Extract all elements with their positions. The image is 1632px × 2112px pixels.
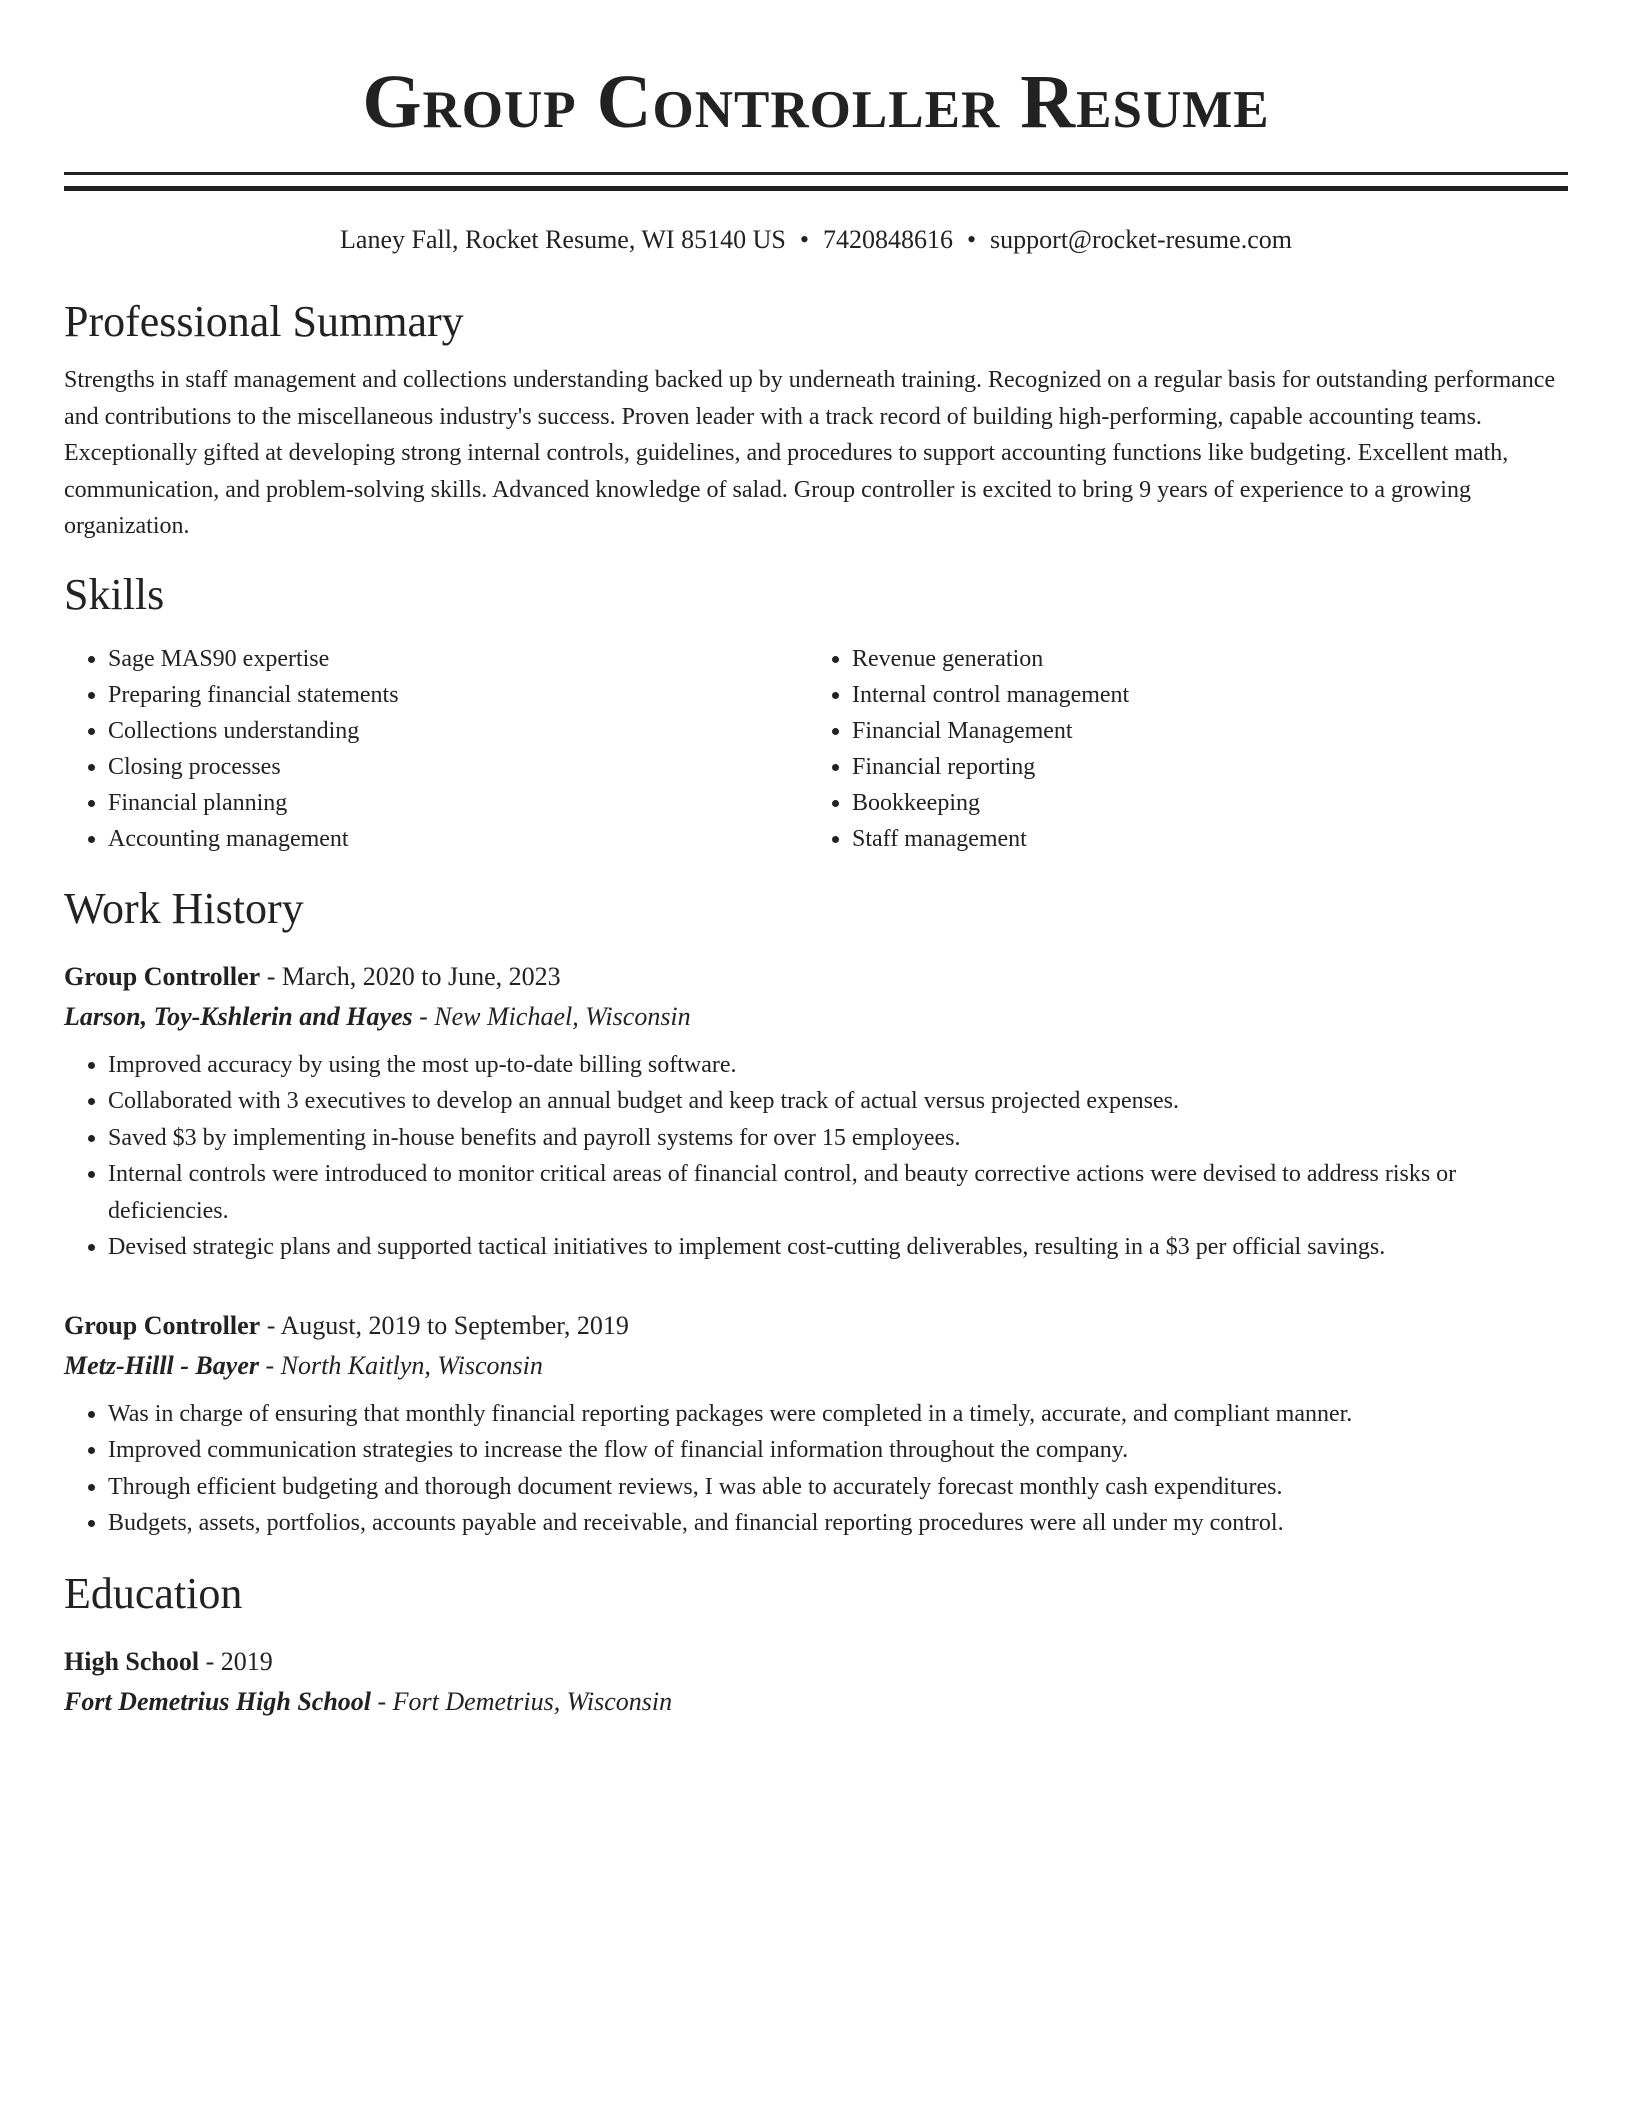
skills-columns [64,641,1568,857]
contact-address: Laney Fall, Rocket Resume, WI 85140 US [340,225,786,254]
job-bullets [64,1047,1568,1266]
job-entry [64,957,1568,1266]
section-heading-skills: Skills [64,569,165,619]
skill-item: • Financial Management [852,713,1552,749]
contact-phone: 7420848616 [822,225,953,254]
job-title: Group Controller [64,1310,261,1340]
skill-item: • Staff management [852,821,1552,857]
skill-item: • Financial planning [108,785,808,821]
education-school: Fort Demetrius High School [64,1686,371,1716]
job-dates: - March, 2020 to June, 2023 [260,961,561,991]
job-bullet: • Was in charge of ensuring that monthly financial reporting packages were completed in a timely, accurate, and compliant manner. [108,1396,1568,1433]
job-bullet: • Saved $3 by implementing in-house benefits and payroll systems for over 15 employees. [108,1120,1568,1157]
education-entry [64,1642,1568,1722]
summary-text: Strengths in staff management and collections understanding backed up by underneath training. Recognized on a regular basis for outstanding performance and contributions to the miscellaneous industry's success. Proven leader with a track record of building high-performing, capable accounting teams. Exceptionally gifted at developing strong internal controls, guidelines, and procedures to support accounting functions like budgeting. Excellent math, communication, and problem-solving skills. Advanced knowledge of salad. Group controller is excited to bring 9 years of experience to a growing organization. [64,367,1556,539]
skills-list-left [64,641,808,857]
education-location: - Fort Demetrius, Wisconsin [371,1686,673,1716]
job-title: Group Controller [64,961,261,991]
section-heading-summary: Professional Summary [64,297,464,346]
job-bullet: • Through efficient budgeting and thorough document reviews, I was able to accurately forecast monthly cash expenditures. [108,1469,1568,1506]
skill-item: • Closing processes [108,749,808,785]
skill-item: • Financial reporting [852,749,1552,785]
education-degree: High School [64,1646,200,1676]
job-dates: - August, 2019 to September, 2019 [260,1310,629,1340]
job-bullet: • Budgets, assets, portfolios, accounts payable and receivable, and financial reporting procedures were all under my control. [108,1505,1568,1542]
job-bullet: • Collaborated with 3 executives to develop an annual budget and keep track of actual versus projected expenses. [108,1083,1568,1120]
contact-line [64,224,1568,256]
skill-item: • Sage MAS90 expertise [108,641,808,677]
education-year: - 2019 [199,1646,273,1676]
job-location: - New Michael, Wisconsin [412,1001,691,1031]
education-school-line [64,1682,1568,1722]
job-title-line [64,1306,1568,1346]
skills-list-right [808,641,1552,857]
job-bullet: • Improved communication strategies to increase the flow of financial information throughout the company. [108,1432,1568,1469]
skill-item: • Collections understanding [108,713,808,749]
job-company: Larson, Toy-Kshlerin and Hayes [64,1001,413,1031]
section-heading-education: Education [64,1568,243,1618]
education-degree-line [64,1642,1568,1682]
contact-separator: • [966,225,977,254]
skill-item: • Accounting management [108,821,808,857]
skill-item: • Preparing financial statements [108,677,808,713]
job-location: - North Kaitlyn, Wisconsin [258,1350,543,1380]
job-bullet: • Devised strategic plans and supported tactical initiatives to implement cost-cutting deliverables, resulting in a $3 per official savings. [108,1229,1568,1266]
section-heading-work-history: Work History [64,883,304,933]
job-bullet: • Internal controls were introduced to monitor critical areas of financial control, and beauty corrective actions were devised to address risks or deficiencies. [108,1156,1568,1229]
skill-item: • Bookkeeping [852,785,1552,821]
job-bullets [64,1396,1568,1542]
job-company-line [64,997,1568,1037]
job-bullet: • Improved accuracy by using the most up-to-date billing software. [108,1047,1568,1084]
skill-item: • Internal control management [852,677,1552,713]
contact-separator: • [799,225,809,254]
job-entry [64,1306,1568,1542]
job-title-line [64,957,1568,997]
job-company: Metz-Hilll - Bayer [64,1350,259,1380]
contact-email: support@rocket-resume.com [990,225,1292,254]
job-company-line [64,1346,1568,1386]
title-double-rule [64,172,1568,191]
skill-item: • Revenue generation [852,641,1552,677]
resume-title: Group Controller Resume [362,60,1270,144]
